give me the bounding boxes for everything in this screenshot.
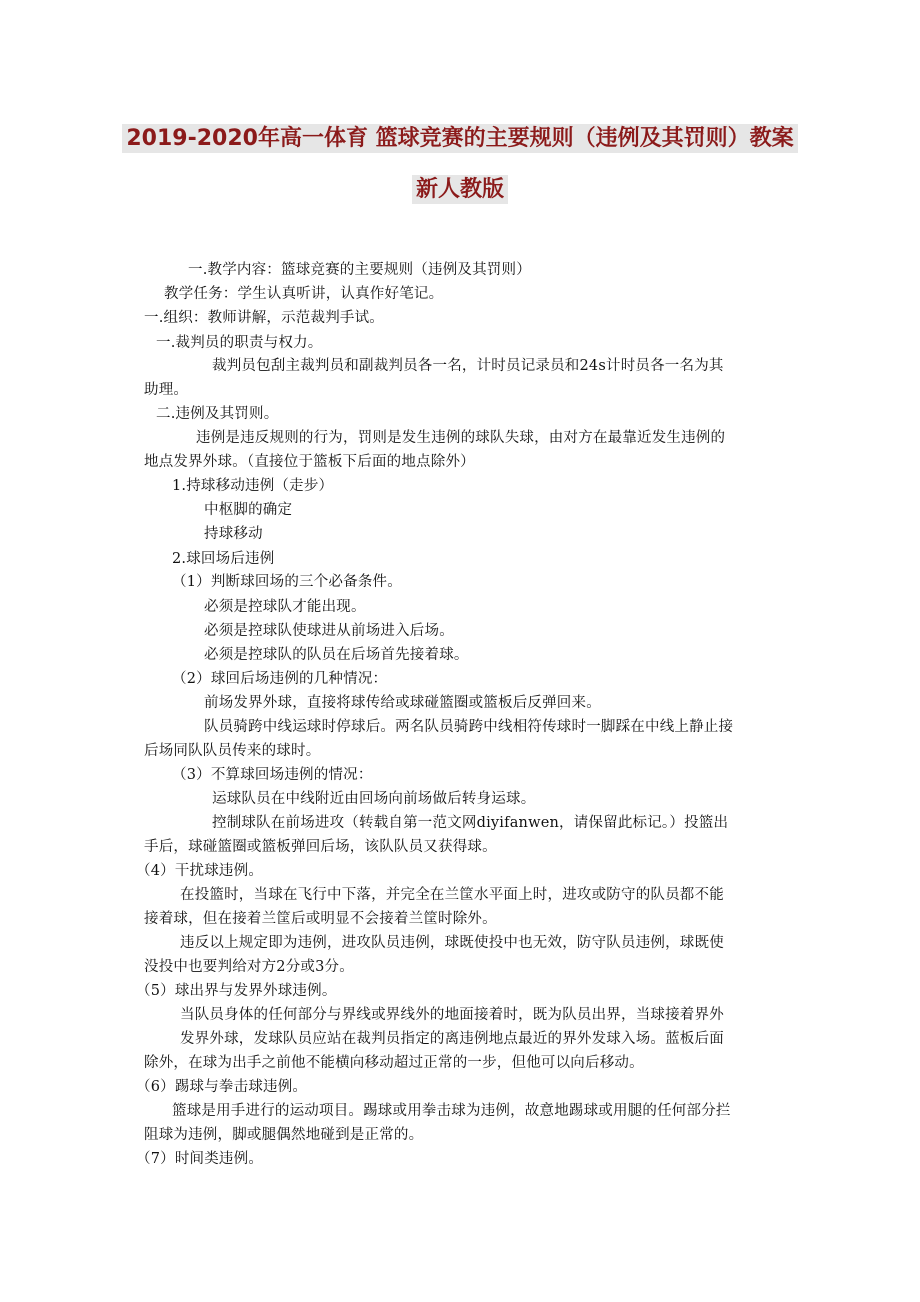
body-line: 接着球，但在接着兰筐后或明显不会接着兰筐时除外。	[144, 911, 497, 927]
body-line: 教学任务：学生认真听讲，认真作好笔记。	[164, 286, 444, 302]
body-line: 违反以上规定即为违例，进攻队员违例，球既使投中也无效，防守队员违例，球既使	[180, 935, 724, 951]
body-line: 控制球队在前场进攻（转载自第一范文网diyifanwen，请保留此标记。）投篮出	[212, 815, 729, 831]
body-line: 助理。	[144, 382, 189, 398]
body-line: 除外，在球为出手之前他不能横向移动超过正常的一步，但他可以向后移动。	[144, 1055, 644, 1071]
body-line: 必须是控球队使球进从前场进入后场。	[204, 623, 454, 639]
body-line: 手后，球碰篮圈或篮板弹回后场，该队队员又获得球。	[144, 839, 497, 855]
body-line: 前场发界外球，直接将球传给或球碰篮圈或篮板后反弹回来。	[204, 695, 601, 711]
body-line: （3）不算球回场违例的情况：	[172, 767, 373, 783]
body-line: 持球移动	[204, 526, 263, 542]
body-line: 没投中也要判给对方2分或3分。	[144, 959, 354, 975]
body-line: 必须是控球队才能出现。	[204, 599, 366, 615]
body-line: 当队员身体的任何部分与界线或界线外的地面接着时，既为队员出界，当球接着界外	[180, 1007, 724, 1023]
body-line: 1.持球移动违例（走步）	[172, 478, 334, 494]
body-line: 在投篮时，当球在飞行中下落，并完全在兰筐水平面上时，进攻或防守的队员都不能	[180, 887, 724, 903]
body-line: 一.组织：教师讲解，示范裁判手试。	[144, 310, 385, 326]
body-line: 队员骑跨中线运球时停球后。两名队员骑跨中线相符传球时一脚踩在中线上静止接	[204, 719, 734, 735]
body-line: （2）球回后场违例的几种情况：	[172, 671, 388, 687]
body-line: 裁判员包刮主裁判员和副裁判员各一名，计时员记录员和24s计时员各一名为其	[212, 358, 724, 374]
body-line: 阻球为违例，脚或腿偶然地碰到是正常的。	[144, 1127, 424, 1143]
body-line: 后场同队队员传来的球时。	[144, 743, 321, 759]
document-title-line-1: 2019-2020年高一体育 篮球竞赛的主要规则（违例及其罚则）教案	[0, 121, 920, 152]
body-line: 一.裁判员的职责与权力。	[156, 335, 323, 351]
body-line: （5）球出界与发界外球违例。	[136, 983, 337, 999]
body-line: 二.违例及其罚则。	[156, 406, 279, 422]
body-line: 地点发界外球。（直接位于篮板下后面的地点除外）	[144, 454, 475, 470]
body-line: （6）踢球与拳击球违例。	[136, 1079, 308, 1095]
body-line: 发界外球，发球队员应站在裁判员指定的离违例地点最近的界外发球入场。蓝板后面	[180, 1031, 724, 1047]
body-line: 中枢脚的确定	[204, 502, 293, 518]
body-line: 运球队员在中线附近由回场向前场做后转身运球。	[212, 791, 536, 807]
body-line: 必须是控球队的队员在后场首先接着球。	[204, 647, 469, 663]
body-line: （4）干扰球违例。	[136, 863, 264, 879]
body-line: （1）判断球回场的三个必备条件。	[172, 574, 402, 590]
body-line: 2.球回场后违例	[172, 551, 275, 567]
body-line: （7）时间类违例。	[136, 1151, 264, 1167]
document-title-line-2: 新人教版	[0, 172, 920, 203]
body-line: 违例是违反规则的行为，罚则是发生违例的球队失球，由对方在最靠近发生违例的	[196, 430, 726, 446]
body-line: 一.教学内容：篮球竞赛的主要规则（违例及其罚则）	[188, 262, 531, 278]
body-line: 篮球是用手进行的运动项目。踢球或用拳击球为违例，故意地踢球或用腿的任何部分拦	[172, 1103, 731, 1119]
